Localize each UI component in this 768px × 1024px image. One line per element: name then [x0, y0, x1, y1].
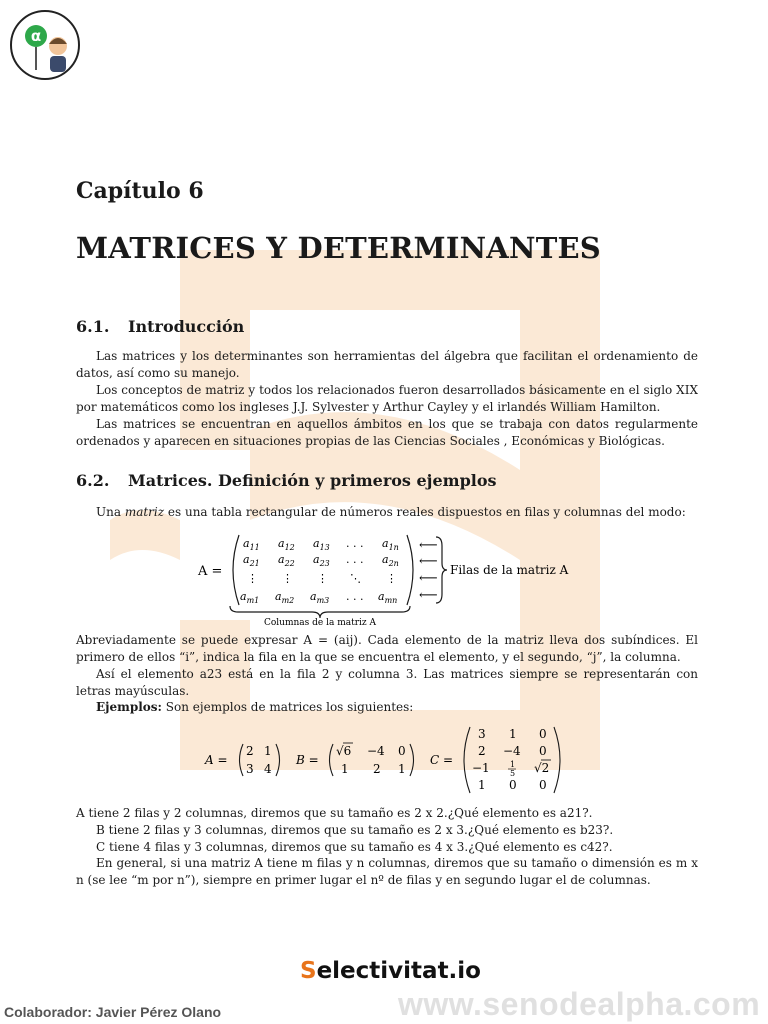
matrix-a-entry: 1	[264, 744, 272, 758]
size-line-c: C tiene 4 filas y 3 columnas, diremos que su tamaño es 4 x 3.¿Qué elemento es c42?.	[96, 840, 613, 854]
svg-text:α: α	[30, 27, 42, 45]
matrix-a-entry: 2	[246, 744, 254, 758]
matrix-label: A =	[198, 564, 223, 579]
general-size-paragraph: En general, si una matriz A tiene m filas y n columnas, diremos que su tamaño o dimensión es m x n (se lee “m por n”), siempre en primer lugar el nº de filas y en segundo lugar el de columnas.	[76, 856, 698, 887]
selectivitat-logo	[300, 958, 481, 984]
entry-am2: $a_{m2}$	[275, 590, 295, 605]
entry-a13: $a_{13}$	[313, 537, 330, 552]
element-note-paragraph: Así el elemento a23 está en la fila 2 y columna 3. Las matrices siempre se representarán con letras mayúsculas.	[76, 667, 698, 698]
entry-a1n: $a_{1n}$	[382, 537, 399, 552]
matrix-c-entry: √2	[534, 761, 550, 775]
chapter-title: MATRICES Y DETERMINANTES	[76, 231, 601, 265]
entry-a23: $a_{23}$	[313, 553, 330, 568]
section-number: 6.2.	[76, 471, 110, 490]
columns-label: Columnas de la matriz A	[263, 618, 377, 628]
matrix-a-entry: 4	[264, 762, 272, 776]
matrix-c-entry: 3	[478, 727, 486, 741]
paragraph: Los conceptos de matriz y todos los relacionados fueron desarrollados básicamente en el siglo XIX por matemáticos como los ingleses J.J. Sylvester y Arthur Cayley y el irlandés William Hamilton.	[76, 383, 698, 414]
website-url: www.senodealpha.com	[398, 986, 761, 1022]
matrix-c-entry: 2	[478, 744, 486, 758]
matrix-b-entry: 1	[398, 762, 406, 776]
section-title: Matrices. Definición y primeros ejemplos	[128, 471, 497, 490]
entry-dots: . . .	[346, 537, 364, 550]
entry-am1: $a_{m1}$	[240, 590, 260, 605]
matrix-c-entry: 0	[539, 744, 547, 758]
brand-text: electivitat.io	[316, 958, 481, 984]
left-arrow-icon: ⟵	[419, 588, 438, 603]
matrix-c-entry: 1	[510, 760, 516, 769]
entry-amn: $a_{mn}$	[378, 590, 398, 605]
paragraph: Las matrices y los determinantes son herramientas del álgebra que facilitan el ordenamiento de datos, así como su manejo.	[76, 349, 698, 380]
examples-label: Ejemplos:	[96, 700, 162, 714]
section-number: 6.1.	[76, 317, 110, 336]
matrix-c-label: C =	[430, 753, 454, 767]
matrix-a-label: A =	[205, 753, 228, 767]
size-line-a: A tiene 2 filas y 2 columnas, diremos que su tamaño es 2 x 2.¿Qué elemento es a21?.	[76, 806, 593, 820]
size-line-b: B tiene 2 filas y 3 columnas, diremos que su tamaño es 2 x 3.¿Qué elemento es b23?.	[96, 823, 614, 837]
matrix-b-entry: 1	[341, 762, 349, 776]
entry-a12: $a_{12}$	[278, 537, 295, 552]
abbreviation-paragraph: Abreviadamente se puede expresar A = (aij). Cada elemento de la matriz lleva dos subíndices. El primero de ellos “i”, indica la fila en la que se encuentra el elemento, y el segundo, “j”, la columna.	[76, 633, 698, 664]
entry-vdots: ⋮	[247, 572, 258, 585]
brand-accent: S	[300, 958, 317, 984]
matrix-a-entry: 3	[246, 762, 254, 776]
matrix-c-entry: 1	[509, 727, 517, 741]
entry-a2n: $a_{2n}$	[382, 553, 399, 568]
entry-a22: $a_{22}$	[278, 553, 295, 568]
paragraph: Las matrices se encuentran en aquellos ámbitos en los que se trabaja con datos regularmente ordenados y aparecen en situaciones propias de las Ciencias Sociales , Económicas y Biológicas.	[76, 417, 698, 448]
entry-vdots: ⋮	[282, 572, 293, 585]
entry-am3: $a_{m3}$	[310, 590, 330, 605]
matrix-b-label: B =	[296, 753, 319, 767]
matrix-c-entry: 0	[509, 778, 517, 792]
term-matriz: matriz	[124, 505, 165, 519]
entry-dots: . . .	[346, 590, 364, 603]
entry-dots: . . .	[346, 553, 364, 566]
matrix-b-entry: √6	[336, 744, 352, 758]
entry-ddots: ⋱	[350, 572, 361, 585]
left-arrow-icon: ⟵	[419, 554, 438, 569]
matrix-c-entry: 5	[510, 769, 516, 778]
matrix-c-entry: 0	[539, 727, 547, 741]
collaborator-credit: Colaborador: Javier Pérez Olano	[4, 1004, 222, 1020]
rows-label: Filas de la matriz A	[450, 563, 569, 577]
matrix-c-entry: −1	[472, 761, 490, 775]
text-run: Una	[96, 505, 125, 519]
matrix-c-entry: 0	[539, 778, 547, 792]
matrix-b-entry: 0	[398, 744, 406, 758]
matrix-b-entry: −4	[367, 744, 385, 758]
text-run: es una tabla rectangular de números reales dispuestos en filas y columnas del modo:	[164, 505, 686, 519]
left-arrow-icon: ⟵	[419, 538, 438, 553]
entry-a21: $a_{21}$	[243, 553, 260, 568]
entry-vdots: ⋮	[386, 572, 397, 585]
examples-text: Son ejemplos de matrices los siguientes:	[161, 700, 414, 714]
matrix-c-entry: −4	[503, 744, 521, 758]
left-arrow-icon: ⟵	[419, 571, 438, 586]
entry-vdots: ⋮	[317, 572, 328, 585]
matrix-b-entry: 2	[373, 762, 381, 776]
matrix-c-entry: 1	[478, 778, 486, 792]
entry-a11: $a_{11}$	[243, 537, 260, 552]
chapter-label: Capítulo 6	[76, 178, 204, 204]
section-title: Introducción	[128, 317, 245, 336]
